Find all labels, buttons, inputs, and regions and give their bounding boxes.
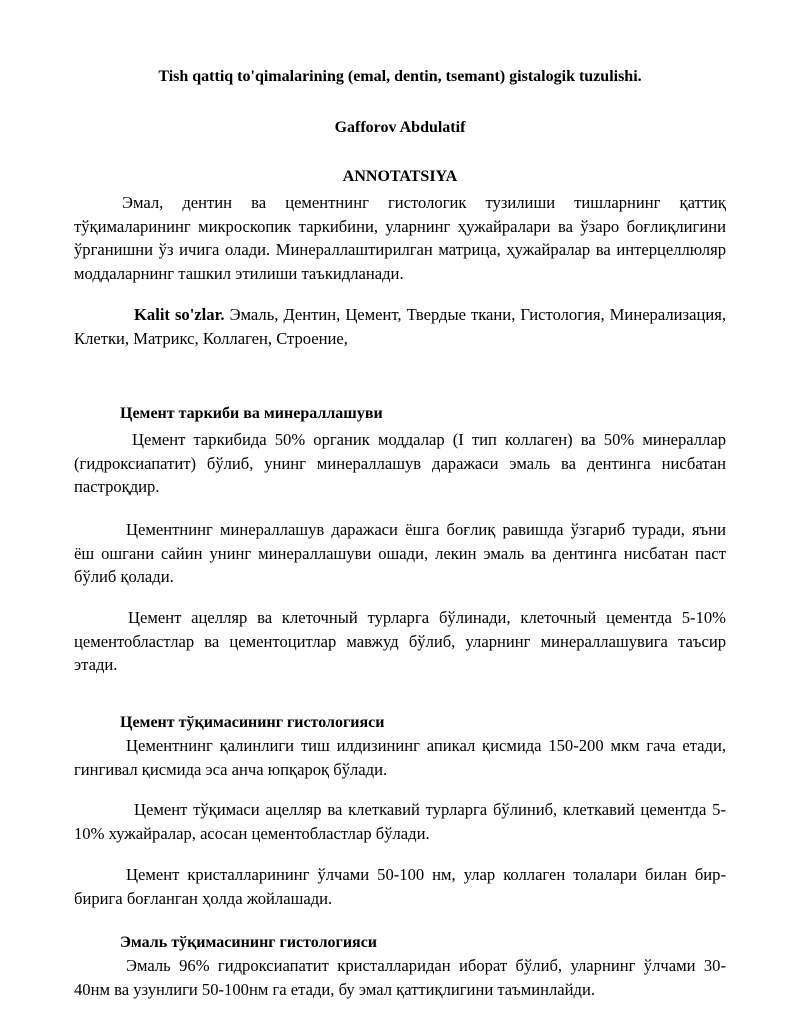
annotation-heading: ANNOTATSIYA xyxy=(342,168,458,185)
section-paragraph: Цементнинг минераллашув даражаси ёшга боғлиқ равишда ўзгариб туради, яъни ёш ошгани сайин унинг минераллашуви ошади, лекин эмаль ва дентинга нисбатан паст бўлиб қолади. xyxy=(74,520,726,586)
keywords-list: Эмаль, Дентин, Цемент, Твердые ткани, Гистология, Минерализация, Клетки, Матрикс, Коллаген, Строение, xyxy=(74,305,726,348)
section-paragraph: Цемент тўқимаси ацелляр ва клеткавий турларга бўлиниб, клеткавий цементда 5-10% хужайралар, асосан цементобластлар бўлади. xyxy=(74,800,726,843)
section-paragraph: Эмаль 96% гидроксиапатит кристалларидан иборат бўлиб, уларнинг ўлчами 30-40нм ва узунлиги 50-100нм га етади, бу эмал қаттиқлигини таъминлайди. xyxy=(74,956,726,999)
section-paragraph: Цементнинг қалинлиги тиш илдизининг апикал қисмида 150-200 мкм гача етади, гингивал қисмида эса анча юпқароқ бўлади. xyxy=(74,736,726,779)
keywords-label: Kalit so'zlar. xyxy=(134,305,225,324)
section-heading-cement-composition: Цемент таркиби ва минераллашуви xyxy=(120,405,383,422)
section-paragraph: Цемент ацелляр ва клеточный турларга бўлинади, клеточный цементда 5-10% цементобластлар ва цементоцитлар мавжуд бўлиб, уларнинг минераллашувига таъсир этади. xyxy=(74,608,726,674)
annotation-paragraph: Эмал, дентин ва цементнинг гистологик тузилиши тишларнинг қаттиқ тўқималарининг микроскопик таркибини, уларнинг ҳужайралари ва ўзаро боғлиқлигини ўрганишни ўз ичига олади. Минераллаштирилган матрица, ҳужайралар ва интерцеллюляр моддаларнинг ташкил этилиши таъкидланади. xyxy=(74,193,726,283)
section-paragraph: Цемент кристалларининг ўлчами 50-100 нм, улар коллаген толалари билан бир-бирига боғланган ҳолда жойлашади. xyxy=(74,865,726,908)
section-paragraph: Цемент таркибида 50% органик моддалар (I тип коллаген) ва 50% минераллар (гидроксиапатит) бўлиб, унинг минераллашув даражаси эмаль ва дентинга нисбатан пастроқдир. xyxy=(74,430,726,496)
section-heading-cement-histology: Цемент тўқимасининг гистологияси xyxy=(120,714,385,731)
author-name: Gafforov Abdulatif xyxy=(334,119,466,136)
document-title: Tish qattiq to'qimalarining (emal, dentin, tsemant) gistalogik tuzulishi. xyxy=(158,68,642,85)
section-heading-enamel-histology: Эмаль тўқимасининг гистологияси xyxy=(120,934,378,951)
keywords-paragraph xyxy=(74,303,726,350)
